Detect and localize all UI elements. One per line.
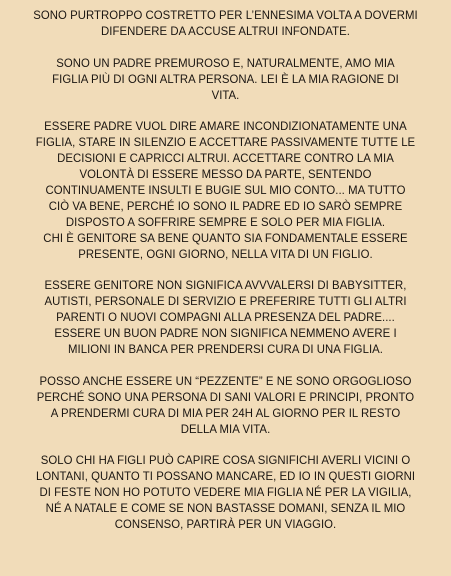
statement-line: ESSERE PADRE VUOL DIRE AMARE INCONDIZIONATAMENTE UNA	[44, 120, 407, 134]
statement-paragraph	[10, 119, 440, 262]
statement-line: AUTISTI, PERSONALE DI SERVIZIO E PREFERIRE TUTTI GLI ALTRI	[44, 295, 407, 309]
statement-line: DELLA MIA VITA.	[180, 422, 271, 436]
statement-line: SOLO CHI HA FIGLI PUÒ CAPIRE COSA SIGNIFICHI AVERLI VICINI O	[40, 454, 411, 468]
statement-line: FIGLIA, STARE IN SILENZIO E ACCETTARE PASSIVAMENTE TUTTE LE	[35, 136, 416, 150]
statement-line: LONTANI, QUANTO TI POSSANO MANCARE, ED IO IN QUESTI GIORNI	[35, 470, 416, 484]
statement-line: DECISIONI E CAPRICCI ALTRUI. ACCETTARE CONTRO LA MIA	[57, 152, 394, 166]
statement-line: DISPOSTO A SOFFRIRE SEMPRE E SOLO PER MIA FIGLIA.	[65, 215, 386, 229]
statement-line: VITA.	[211, 88, 240, 102]
statement-line: PRESENTE, OGNI GIORNO, NELLA VITA DI UN FIGLIO.	[78, 247, 373, 261]
statement-line: DIFENDERE DA ACCUSE ALTRUI INFONDATE.	[101, 24, 350, 38]
statement-line: PERCHÉ SONO UNA PERSONA DI SANI VALORI E PRINCIPI, PRONTO	[36, 390, 415, 404]
statement-line: SONO UN PADRE PREMUROSO E, NATURALMENTE, AMO MIA	[56, 56, 395, 70]
statement-line: NÉ A NATALE E COME SE NON BASTASSE DOMANI, SENZA IL MIO	[45, 502, 406, 516]
statement-line: VOLONTÀ DI ESSERE MESSO DA PARTE, SENTENDO	[79, 168, 372, 182]
statement-line: CIÒ VA BENE, PERCHÉ IO SONO IL PADRE ED IO SARÒ SEMPRE	[48, 199, 403, 213]
statement-line: MILIONI IN BANCA PER PRENDERSI CURA DI UNA FIGLIA.	[68, 342, 383, 356]
statement-paragraph	[10, 374, 440, 438]
statement-line: CONTINUAMENTE INSULTI E BUGIE SUL MIO CONTO... MA TUTTO	[45, 183, 406, 197]
statement-text	[10, 8, 440, 549]
statement-line: ESSERE GENITORE NON SIGNIFICA AVVVALERSI DI BABYSITTER,	[44, 279, 407, 293]
statement-line: FIGLIA PIÙ DI OGNI ALTRA PERSONA. LEI È LA MIA RAGIONE DI	[52, 72, 399, 86]
statement-line: PARENTI O NUOVI COMPAGNI ALLA PRESENZA DEL PADRE....	[56, 311, 395, 325]
statement-line: CONSENSO, PARTIRÀ PER UN VIAGGIO.	[114, 517, 337, 531]
statement-paragraph	[10, 453, 440, 533]
statement-line: SONO PURTROPPO COSTRETTO PER L’ENNESIMA VOLTA A DOVERMI	[33, 9, 418, 22]
statement-line: CHI È GENITORE SA BENE QUANTO SIA FONDAMENTALE ESSERE	[43, 231, 408, 245]
statement-paragraph	[10, 8, 440, 40]
statement-paragraph	[10, 278, 440, 358]
statement-line: POSSO ANCHE ESSERE UN “PEZZENTE” E NE SONO ORGOGLIOSO	[39, 374, 412, 388]
statement-line: A PRENDERMI CURA DI MIA PER 24H AL GIORNO PER IL RESTO	[50, 406, 401, 420]
statement-paragraph	[10, 56, 440, 104]
statement-line: ESSERE UN BUON PADRE NON SIGNIFICA NEMMENO AVERE I	[54, 327, 397, 341]
statement-line: DI FESTE NON HO POTUTO VEDERE MIA FIGLIA NÉ PER LA VIGILIA,	[39, 486, 412, 500]
